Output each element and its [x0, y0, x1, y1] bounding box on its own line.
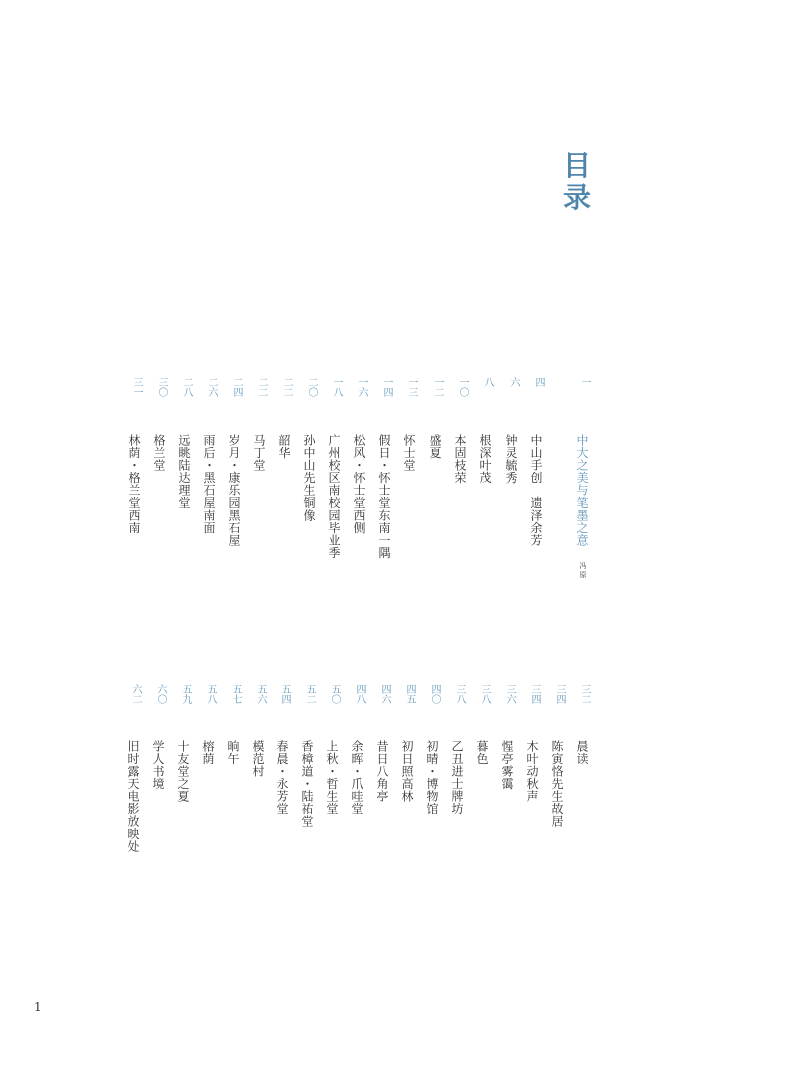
toc-page-number: 六二 [130, 684, 141, 704]
toc-page-number: 四 [533, 377, 544, 387]
toc-entry-title[interactable]: 盛夏 [428, 434, 442, 459]
toc-entry-title[interactable]: 岁月・康乐园黑石屋 [227, 434, 241, 547]
toc-entry-title[interactable]: 榕荫 [201, 740, 215, 765]
toc-entry-title[interactable]: 乙丑进士牌坊 [450, 740, 464, 815]
toc-entry-title[interactable]: 木叶动秋声 [525, 740, 539, 803]
toc-title-char: 目 [562, 149, 591, 182]
toc-entry-title[interactable]: 上秋・哲生堂 [325, 740, 339, 815]
toc-entry-title[interactable]: 钟灵毓秀 [504, 434, 518, 484]
toc-page-number: 一六 [356, 377, 367, 397]
toc-page-number: 二八 [181, 377, 192, 397]
toc-entry-title[interactable]: 旧时露天电影放映处 [126, 740, 140, 853]
toc-page-number: 三二 [579, 684, 590, 704]
toc-page-number: 三四 [529, 684, 540, 704]
toc-page-number: 一 [579, 377, 590, 387]
toc-page-number: 四六 [379, 684, 390, 704]
page-number: 1 [34, 1000, 42, 1014]
toc-entry-author: 冯原 [579, 562, 587, 580]
toc-page-number: 四〇 [429, 684, 440, 704]
toc-page-number: 一四 [381, 377, 392, 397]
toc-entry-title[interactable]: 余晖・爪哇堂 [350, 740, 364, 815]
toc-page-number: 一二 [432, 377, 443, 397]
toc-page-number: 八 [482, 377, 493, 387]
toc-entry-title[interactable]: 昔日八角亭 [375, 740, 389, 803]
toc-page-number: 五九 [180, 684, 191, 704]
toc-page-number: 四五 [404, 684, 415, 704]
toc-page-number: 三八 [454, 684, 465, 704]
toc-entry-title[interactable]: 中大之美与笔墨之意 [575, 434, 589, 547]
toc-entry-title[interactable]: 学人书境 [151, 740, 165, 790]
toc-entry-title[interactable]: 马丁堂 [252, 434, 266, 472]
toc-entry-title[interactable]: 本固枝荣 [453, 434, 467, 484]
toc-page-number: 五二 [304, 684, 315, 704]
toc-entry-title[interactable]: 雨后・黑石屋南面 [202, 434, 216, 534]
toc-entry-title[interactable]: 初晴・博物馆 [425, 740, 439, 815]
toc-page-number: 一三 [406, 377, 417, 397]
toc-entry-title[interactable]: 格兰堂 [152, 434, 166, 472]
toc-page-number: 三〇 [156, 377, 167, 397]
toc-title-char: 录 [562, 181, 591, 214]
toc-entry-title[interactable]: 模范村 [251, 740, 265, 778]
toc-page-number: 二二 [256, 377, 267, 397]
toc-entry-title[interactable]: 初日照高林 [400, 740, 414, 803]
toc-entry-title[interactable]: 怀士堂 [402, 434, 416, 472]
toc-page-number: 三一 [131, 377, 142, 397]
toc-entry-title[interactable]: 十友堂之夏 [176, 740, 190, 803]
toc-page-number: 一〇 [457, 377, 468, 397]
toc-entry-title[interactable]: 陈寅恪先生故居 [550, 740, 564, 828]
toc-page-number: 三四 [554, 684, 565, 704]
toc-entry-title[interactable]: 香樟道・陆祐堂 [300, 740, 314, 828]
toc-entry-title[interactable]: 暮色 [475, 740, 489, 765]
toc-entry-title[interactable]: 晨读 [575, 740, 589, 765]
toc-entry-title[interactable]: 中山手创 遗泽余芳 [529, 434, 543, 547]
toc-entry-title[interactable]: 晌午 [226, 740, 240, 765]
toc-entry-title[interactable]: 林荫・格兰堂西南 [127, 434, 141, 534]
toc-page-number: 五〇 [329, 684, 340, 704]
toc-page-number: 二六 [206, 377, 217, 397]
toc-entry-title[interactable]: 远眺陆达理堂 [177, 434, 191, 509]
toc-entry-title[interactable]: 广州校区南校园毕业季 [327, 434, 341, 559]
toc-page-number: 四八 [354, 684, 365, 704]
toc-entry-title[interactable]: 根深叶茂 [478, 434, 492, 484]
toc-entry-title[interactable]: 假日・怀士堂东南一隅 [377, 434, 391, 559]
toc-page-number: 二四 [231, 377, 242, 397]
toc-entry-title[interactable]: 孙中山先生铜像 [302, 434, 316, 522]
toc-page-number: 五六 [255, 684, 266, 704]
toc-entry-title[interactable]: 韶华 [277, 434, 291, 459]
toc-page-number: 三八 [479, 684, 490, 704]
toc-entry-title[interactable]: 松风・怀士堂西侧 [352, 434, 366, 534]
toc-page-number: 五四 [279, 684, 290, 704]
toc-page-number: 一八 [331, 377, 342, 397]
toc-page-number: 五八 [205, 684, 216, 704]
toc-entry-title[interactable]: 惺亭雾霭 [500, 740, 514, 790]
toc-page-number: 三六 [504, 684, 515, 704]
toc-page-number: 六 [508, 377, 519, 387]
toc-page-number: 二〇 [306, 377, 317, 397]
toc-page-number: 二二 [281, 377, 292, 397]
toc-page-number: 五七 [230, 684, 241, 704]
toc-page-number: 六〇 [155, 684, 166, 704]
toc-entry-title[interactable]: 春晨・永芳堂 [275, 740, 289, 815]
